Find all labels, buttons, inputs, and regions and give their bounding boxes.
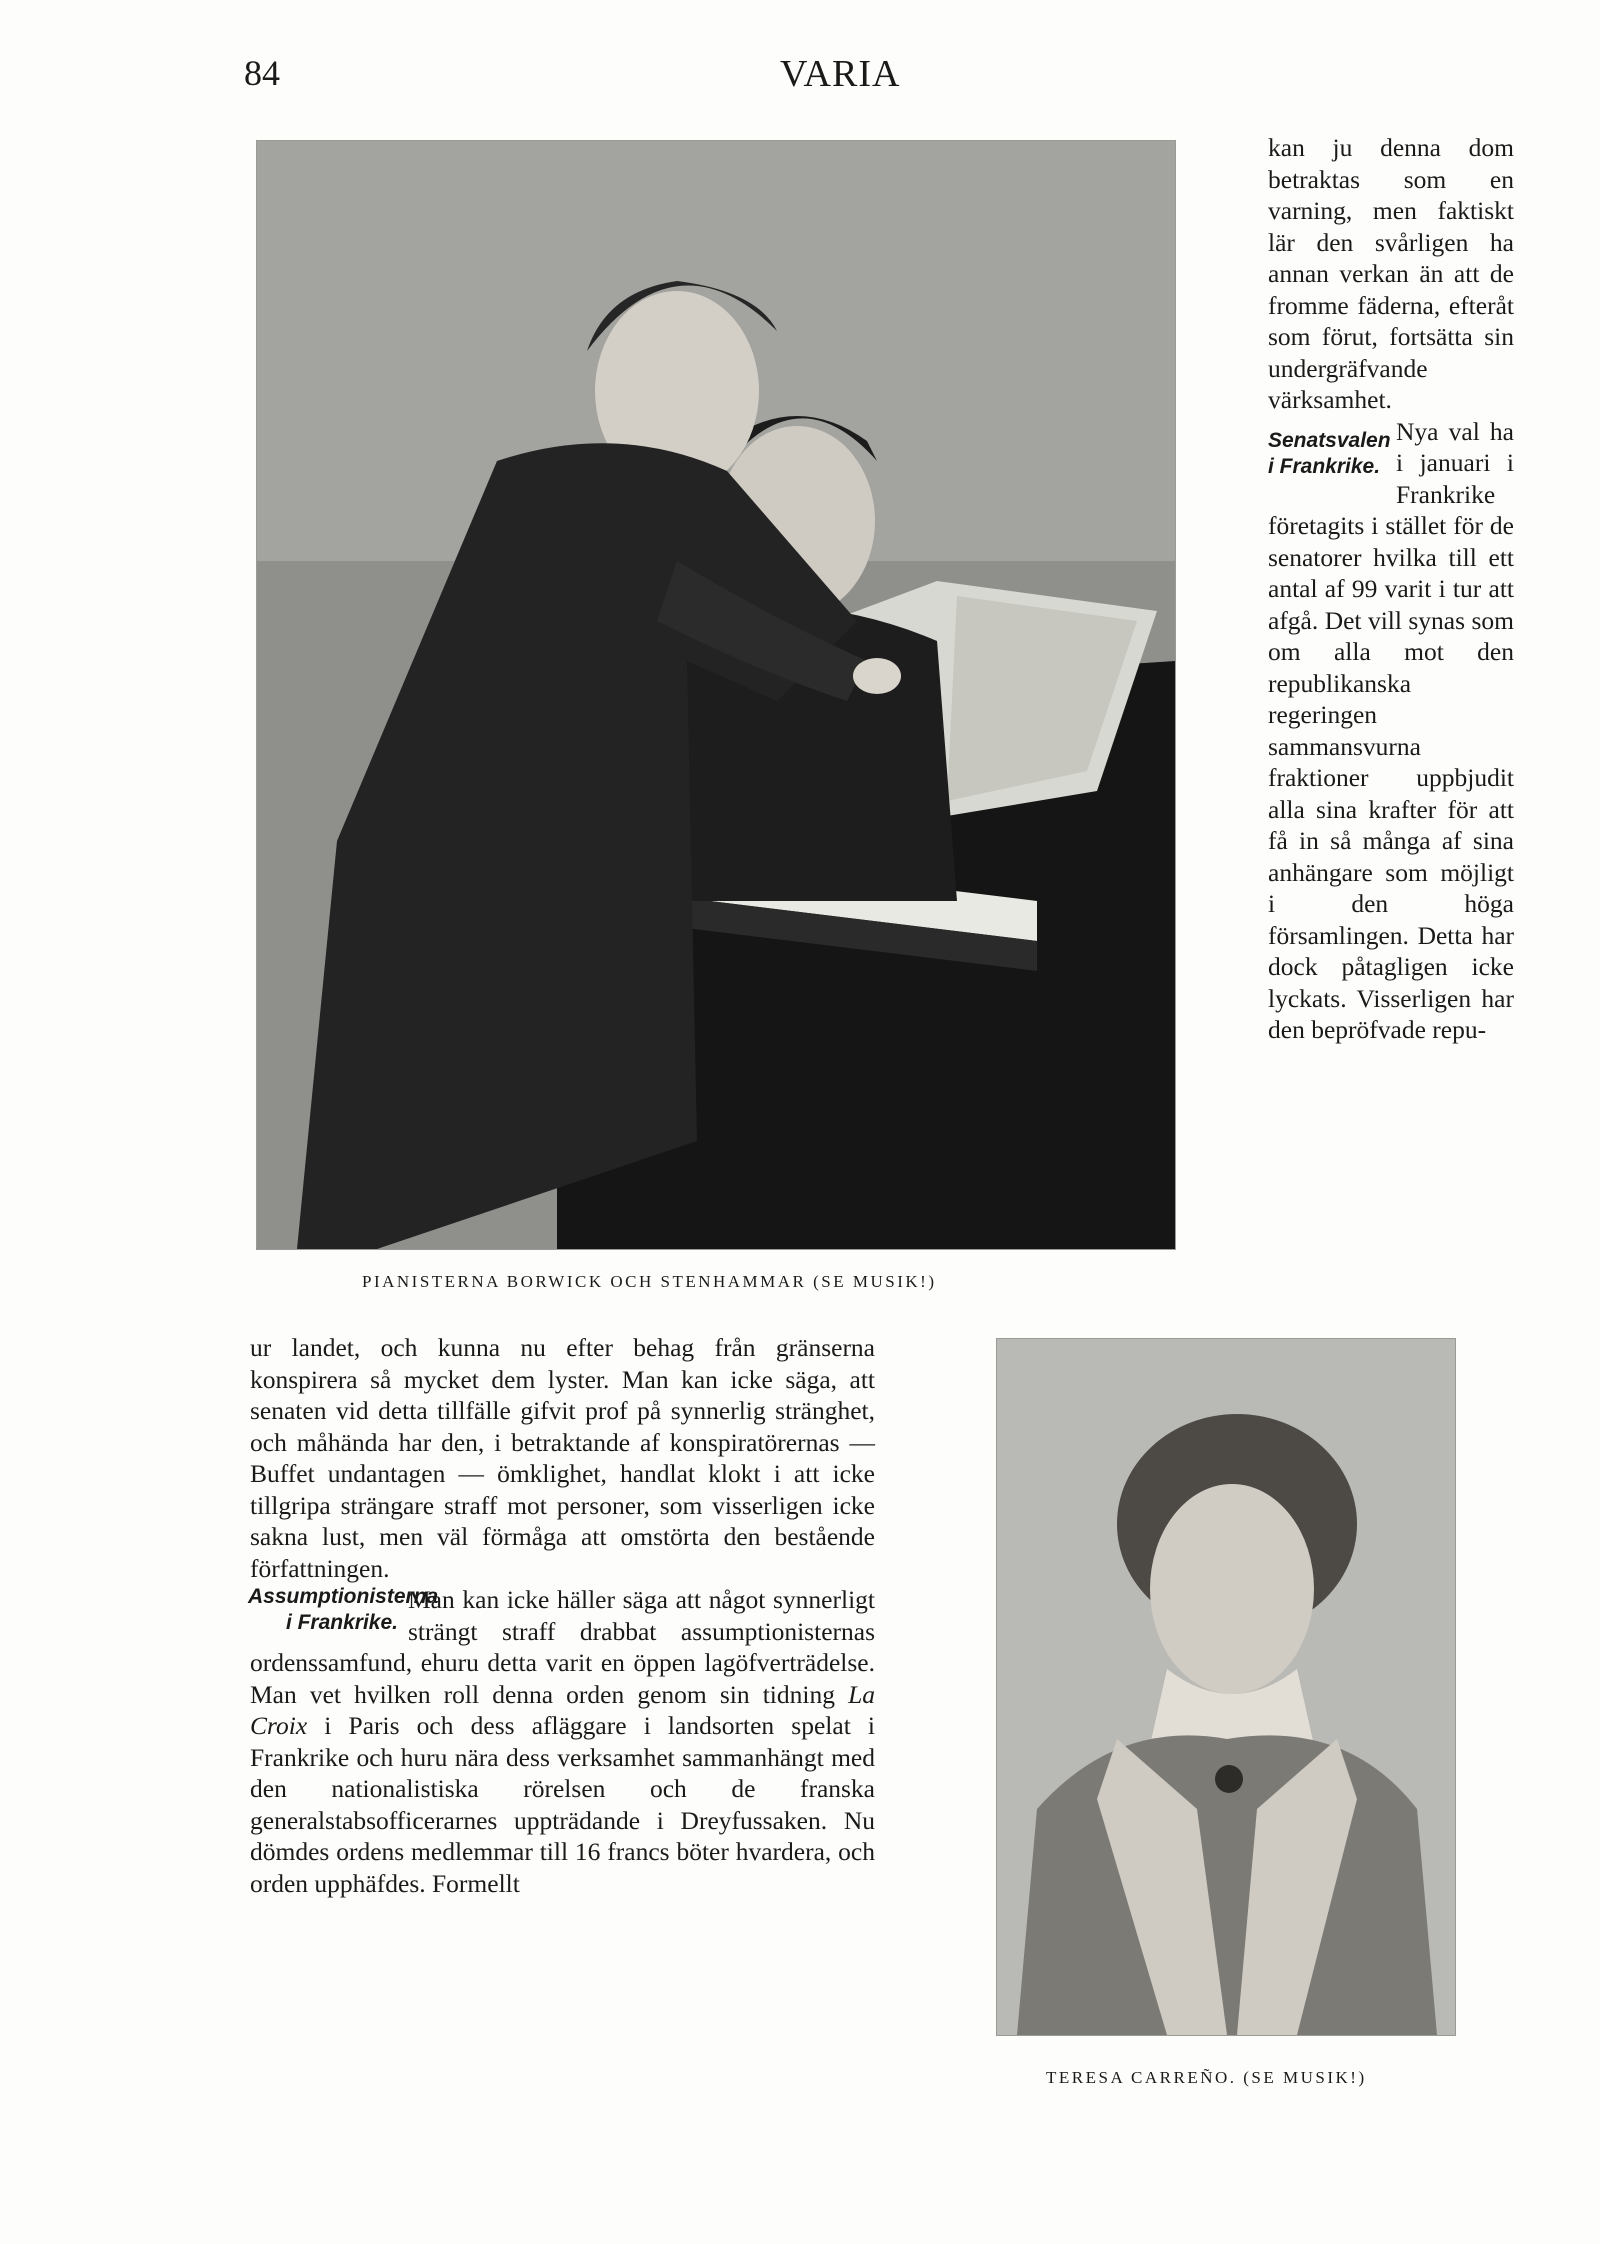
carreno-portrait-illustration	[997, 1339, 1455, 2035]
caption-pianists: PIANISTERNA BORWICK OCH STENHAMMAR (SE MUSIK!)	[362, 1272, 937, 1291]
right-column-lead: kan ju denna dom betraktas som en varning, men faktiskt lär den svårligen ha annan verkan än att de fromme fäderna, efteråt som förut, fortsätta sin undergräfvande värksamhet.	[1268, 133, 1514, 414]
right-column-body: Nya val ha i januari i Frankrike företagits i stället för de senatorer hvilka till ett antal af 99 varit i tur att afgå. Det vill synas som om alla mot den republikanska regeringen sammansvurna fraktioner uppbjudit alla sina krafter för att få in så många af sina anhängare som möjligt i den höga församlingen. Detta har dock påtagligen icke lyckats. Visserligen har den bepröfvade repu-	[1268, 416, 1514, 1044]
left-para-2-part-a: Man kan icke häller säga att något synnerligt strängt straff drabbat assumptionisternas ordenssamfund, ehuru detta varit en öppen lagöfverträdelse. Man vet hvilken roll denna orden genom sin tidning	[250, 1585, 875, 1709]
right-column	[1268, 132, 1514, 1046]
running-head: VARIA	[780, 53, 901, 95]
caption-carreno: TERESA CARREÑO. (SE MUSIK!)	[1046, 2068, 1367, 2087]
photo-pianists	[256, 140, 1176, 1250]
left-para-2-part-b: i Paris och dess afläggare i landsorten spelat i Frankrike och huru nära dess verksamhet sammanhängt med den nationalistiska rörelsen och de franska generalstabsofficerarnes uppträdande i Dreyfussaken. Nu dömdes ordens medlemmar till 16 francs böter hvardera, och orden upphäfdes. Formellt	[250, 1711, 876, 1898]
la-croix-title: La Croix	[250, 1679, 876, 1740]
photo-carreno	[996, 1338, 1456, 2036]
sidenote-senatsvalen: Senatsvalen i Frankrike.	[1268, 428, 1391, 478]
left-para-1: ur landet, och kunna nu efter behag från gränserna konspirera så mycket dem lyster. Man kan icke säga, att senaten vid detta tillfälle gifvit prof på synnerlig stränghet, och måhända har den, i betraktande af konspiratörernas — Buffet undantagen — ömklighet, handlat klokt i att icke tillgripa strängare straff mot personer, som visserligen icke sakna lust, men väl förmåga att omstörta den bestående författningen.	[250, 1333, 875, 1583]
sidenote-assumptionisterna: Assumptionisterna i Frankrike.	[248, 1585, 439, 1634]
pianists-illustration	[257, 141, 1175, 1249]
page-number: 84	[244, 53, 280, 93]
left-column	[250, 1332, 875, 1899]
